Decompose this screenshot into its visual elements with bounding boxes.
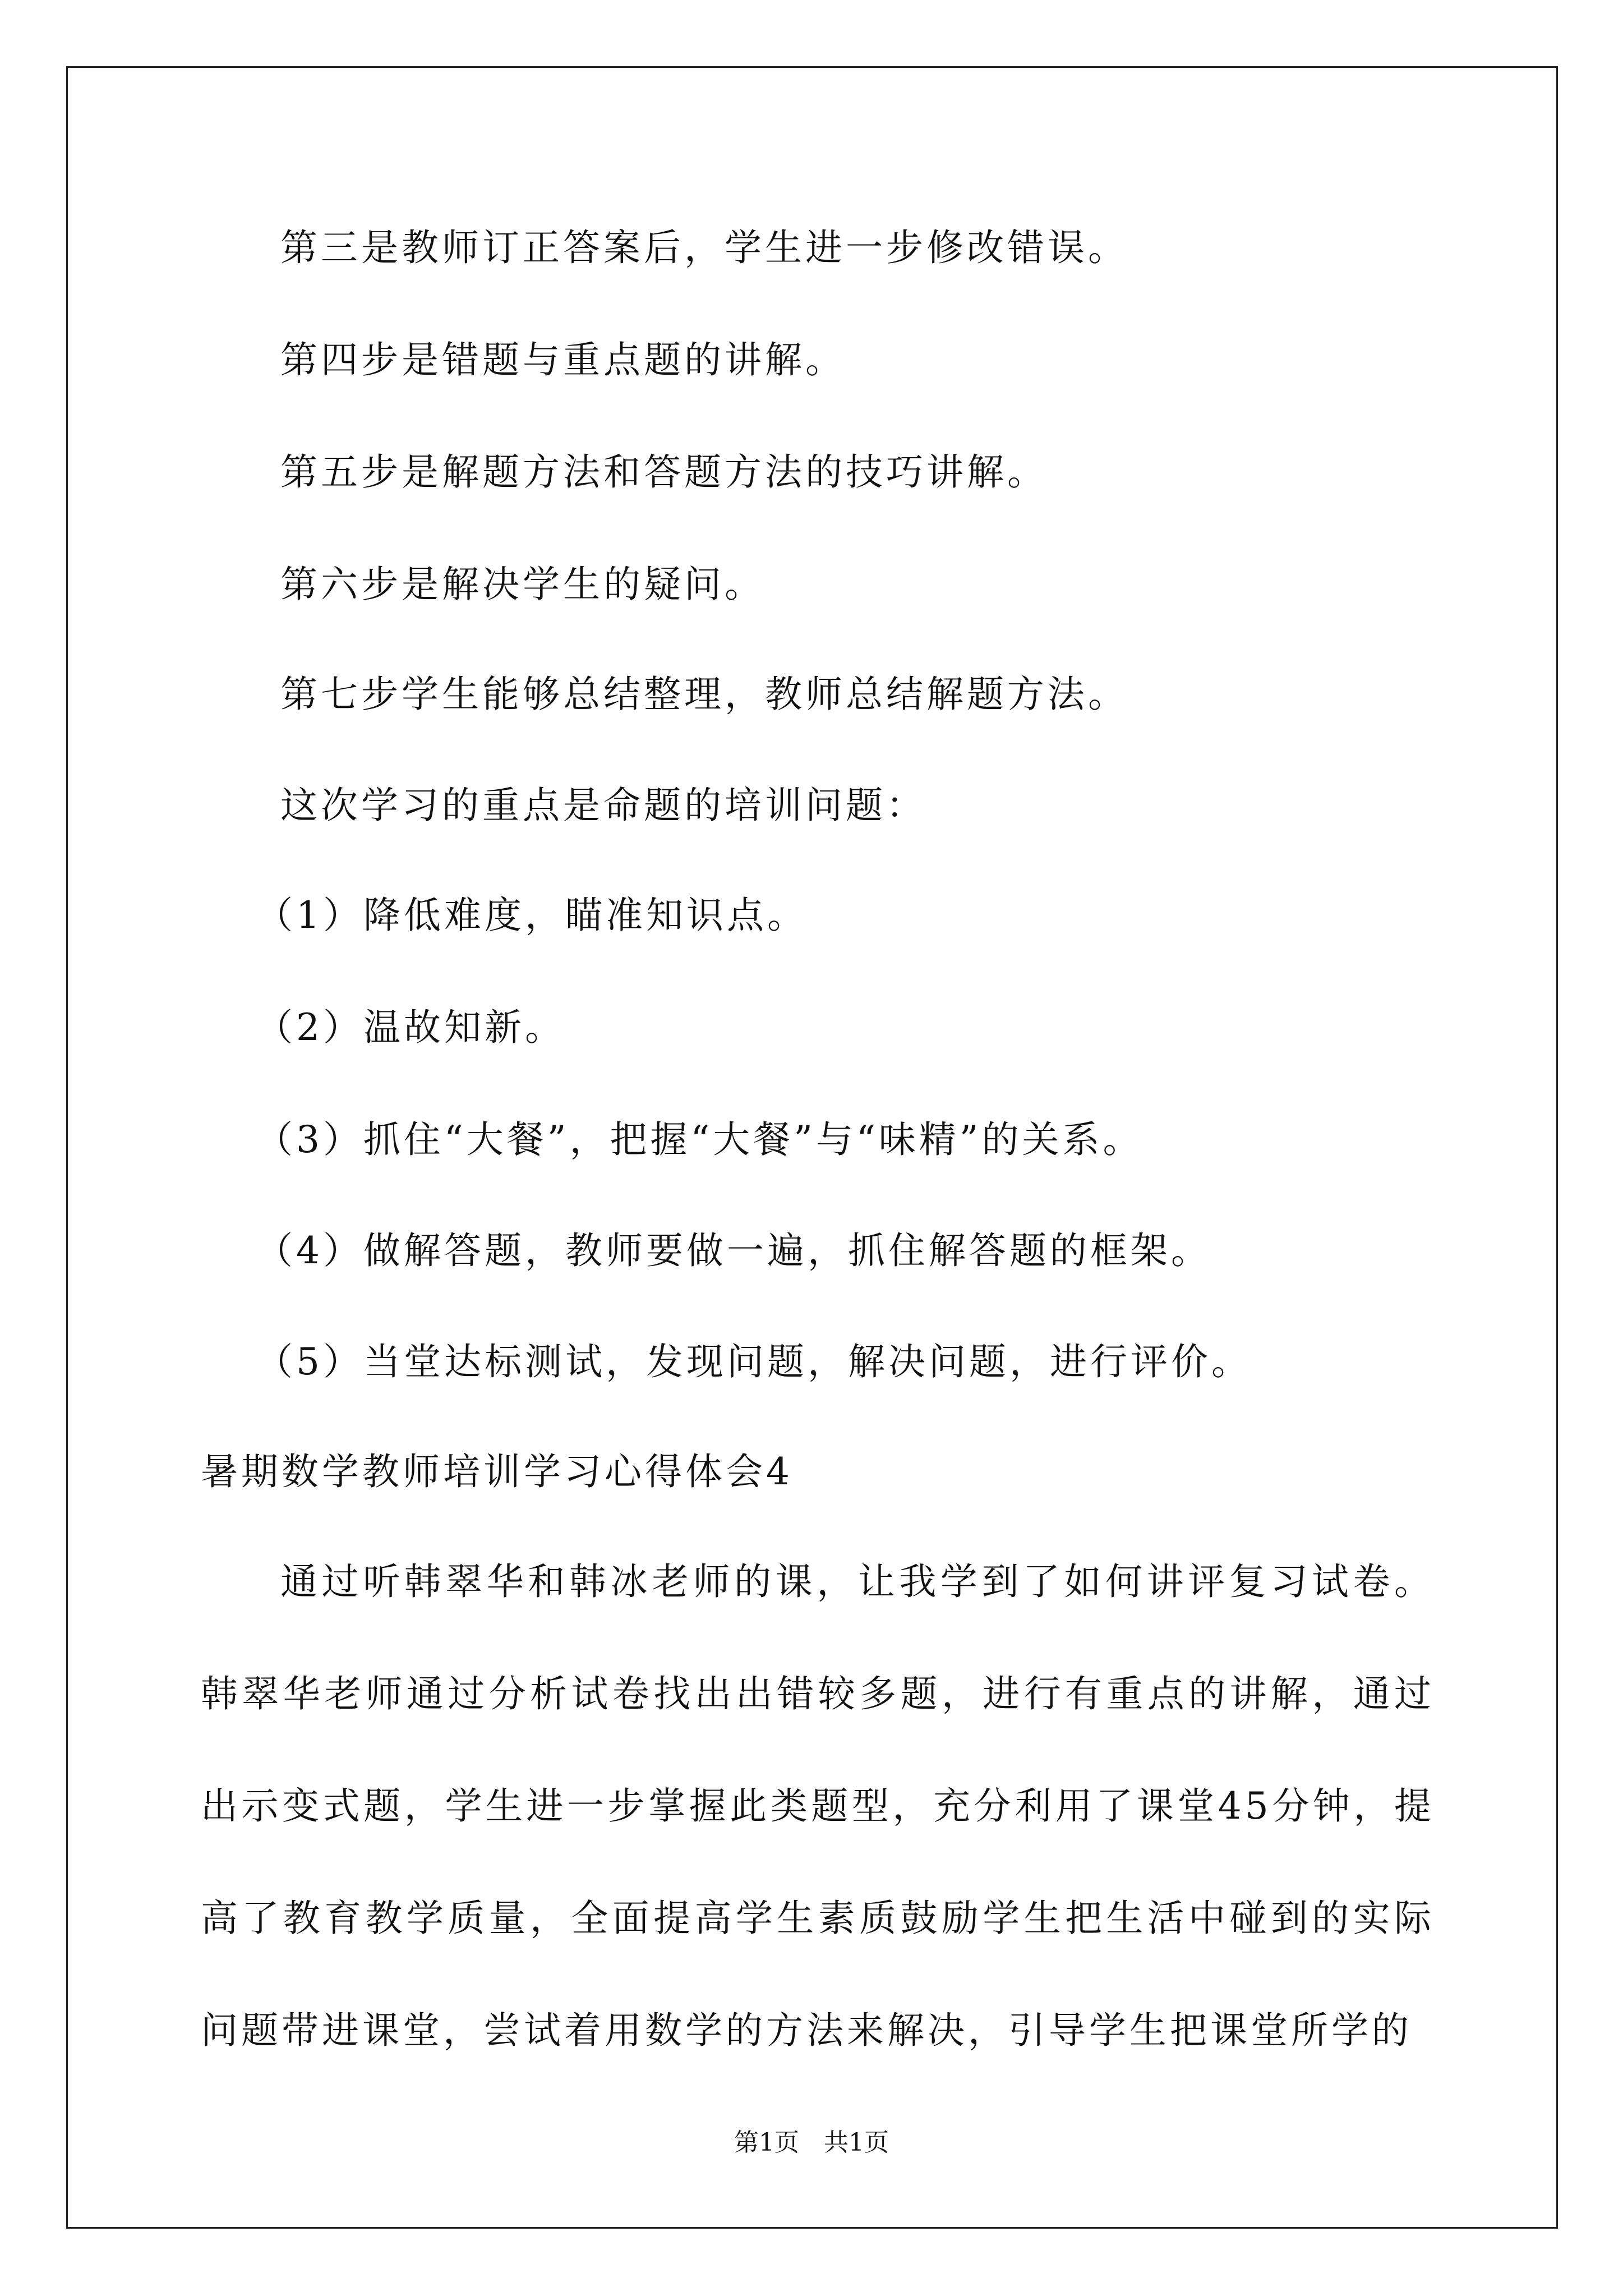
list-item-2: （2）温故知新。 xyxy=(256,1006,565,1049)
step-five-line: 第五步是解题方法和答题方法的技巧讲解。 xyxy=(280,450,1048,494)
step-three-line: 第三是教师订正答案后，学生进一步修改错误。 xyxy=(280,226,1128,269)
list-item-3: （3）抓住“大餐”，把握“大餐”与“味精”的关系。 xyxy=(256,1118,1144,1161)
step-four-line: 第四步是错题与重点题的讲解。 xyxy=(280,338,846,381)
step-seven-line: 第七步学生能够总结整理，教师总结解题方法。 xyxy=(280,673,1128,716)
list-item-5: （5）当堂达标测试，发现问题，解决问题，进行评价。 xyxy=(256,1340,1252,1383)
section-title: 暑期数学教师培训学习心得体会4 xyxy=(201,1450,793,1493)
focus-intro-line: 这次学习的重点是命题的培训问题： xyxy=(280,784,926,827)
page-footer: 第1页 共1页 xyxy=(734,2128,889,2157)
list-item-4: （4）做解答题，教师要做一遍，抓住解答题的框架。 xyxy=(256,1229,1211,1272)
list-item-1: （1）降低难度，瞄准知识点。 xyxy=(256,894,808,937)
step-six-line: 第六步是解决学生的疑问。 xyxy=(280,563,765,606)
body-paragraph: 通过听韩翠华和韩冰老师的课，让我学到了如何讲评复习试卷。韩翠华老师通过分析试卷找出出错较多题，进行有重点的讲解，通过出示变式题，学生进一步掌握此类题型，充分利用了课堂45分钟，提高了教育教学质量，全面提高学生素质鼓励学生把生活中碰到的实际问题带进课堂，尝试着用数学的方法来解决，引导学生把课堂所学的 xyxy=(201,1560,1435,2052)
